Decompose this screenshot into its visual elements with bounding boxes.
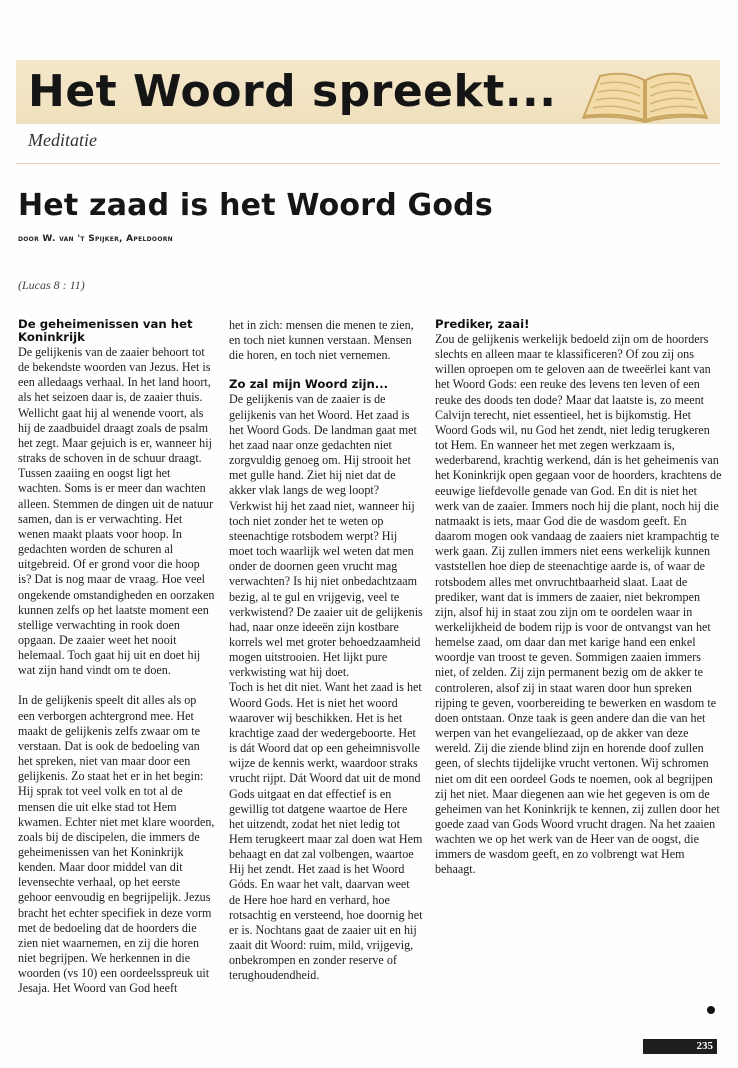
scripture-reference: (Lucas 8 : 11) <box>18 278 85 292</box>
paragraph: Zou de gelijkenis werkelijk bedoeld zijn om de hoorders slechts en alleen maar te klassificeren? Of zou zij ons willen oproepen om te geloven aan de tweeërlei kant van het Woord Gods: een reuke des levens ten leven of een reuke des doods ten dode? Maar dat laatste is, zo meent Calvijn terecht, niet essentieel, het is bijkomstig. Het Woord Gods wil, nu God het zendt, niet ledig terugkeren tot Hem. En wanneer het met zegen werkzaam is, wederbarend, krachtig werkend, dán is het geheimenis van het Koninkrijk open gegaan voor de hoorders, krachtens de eeuwige liefdevolle genade van God. En dit is niet het werk van de zaaier. Immers noch hij die plant, noch hij die natmaakt is iets, maar God die de wasdom geeft. En daarom mogen ook vandaag de zaaiers niet krampachtig te werk gaan. Zij zullen immers niet eens werkelijk kunnen vaststellen hoe diep de steenachtige aarde is, of waar de rotsbodem alles met onvruchtbaarheid slaat. Laat de prediker, want dat is immers de zaaier, niet bekrompen zijn, alsof hij in staat zou zijn om te oordelen waar in werkelijkheid de bodem rijp is voor de ontvangst van het hemelse zaad, om daar dan met karige hand een enkel woordje van troost te geven. Sommigen zaaien immers niet, of zelden. Zij zijn permanent bezig om de akker te controleren, alsof zij in staat waren door hun spreken rijping te geven, voorbereiding te bewerken en wasdom te doen ontstaan. Onze taak is geen andere dan die van het werpen van het evangeliezaad, op de akker van deze wereld. Zij die ziende blind zijn en horende doof zullen geen, of slechts tijdelijke vrucht vertonen. Wij schromen niet om dit een oordeel Gods te noemen, ook al begrijpen zij het niet. Maar diegenen aan wie het gegeven is om de geheimen van het Koninkrijk te kennen, zij zullen door het goede zaad van Gods Woord vrucht dragen. Na het zaaien wachten we op het werk van de Heer van de oogst, die immers de wasdom geeft, en zo volbrengt wat Hem behaagt. <box>435 332 722 877</box>
article-title: Het zaad is het Woord Gods <box>18 188 493 223</box>
paragraph: De gelijkenis van de zaaier behoort tot de bekendste woorden van Jezus. Het is een alledaags verhaal. In het land hoort, als het seizoen daar is, de zaaier thuis. Wellicht gaat hij al wenende voort, als hij de zaadbuidel draagt zoals de psalm het zegt. Maar gejuich is er, wanneer hij straks de schoven in de schuur draagt. Tussen zaaiing en oogst ligt het wachten. Soms is er meer dan wachten alleen. Stemmen de dingen uit de natuur samen, dan is er verwachting. Het wenen maakt plaats voor hoop. In gedachten worden de schuren al uitgebreid. Of er grond voor die hoop is? Dat is nog maar de vraag. Hoe veel ongekende omstandigheden en oorzaken kunnen zelfs op het laatste moment een stellige verwachting in rook doen opgaan. De zaaier weet het nooit helemaal. Toch gaat hij uit en doet hij wat zijn hand vindt om te doen. <box>18 345 215 678</box>
paragraph: De gelijkenis van de zaaier is de gelijkenis van het Woord. Het zaad is het Woord Gods. De landman gaat met het zaad naar onze gedachten niet zorgvuldig genoeg om. Hij strooit het met gulle hand. Ziet hij niet dat de akker vlak langs de weg loopt? Verkwist hij het zaad niet, wanneer hij toch niet zonder het te weten op steenachtige rotsbodem werpt? Hij moet toch waarlijk wel weten dat men onder de doornen geen vrucht mag verwachten? Is hij niet onbedachtzaam bezig, al te gul en vrijgevig, veel te verkwistend? De zaaier uit de gelijkenis had, naar onze ideeën zijn kostbare korrels wel met groter behoedzaamheid mogen uitstrooien. Het lijkt pure verkwisting wat hij doet. <box>229 392 423 680</box>
section-heading: De geheimenissen van het Koninkrijk <box>18 317 193 344</box>
paragraph: In de gelijkenis speelt dit alles als op een verborgen achtergrond mee. Het maakt de gelijkenis zelfs zwaar om te verstaan. Dat is ook de bedoeling van het spreken, niet van maar door een gelijkenis. Zo staat het er in het begin: Hij sprak tot veel volk en tot al de mensen die uit elke stad tot Hem kwamen. Echter niet met klare woorden, zoals bij de discipelen, die immers de geheimenissen van het Koninkrijk kenden. Maar door middel van dit levensechte verhaal, op het eerste gehoor eenvoudig en begrijpelijk. Jezus bracht het echter specifiek in deze vorm met de bedoeling dat de hoorders die zien niet waarnemen, en zij die horen niet begrijpen. We herkennen in die woorden (vs 10) een oordeelsspreuk uit Jesaja. Het Woord van God heeft <box>18 693 215 996</box>
header-divider <box>16 163 720 164</box>
open-book-icon <box>580 66 710 124</box>
column-3 <box>435 318 723 878</box>
paragraph: Toch is het dit niet. Want het zaad is het Woord Gods. Het is niet het woord waarover wij beschikken. Het is het krachtige zaad der wedergeboorte. Het is dát Woord dat op een geheimnisvolle wijze de kennis werkt, waardoor straks vrucht rijpt. Dát Woord dat uit de mond Gods uitgaat en dat effectief is en gewillig tot datgene waartoe de Here het uitzendt, zodat het niet ledig tot Hem terugkeert maar zal doen wat Hem behaagt en dat zal volbengen, waartoe Hij het zendt. Het zaad is het Woord Góds. En waar het valt, daarvan weet de Here hoe hard en verhard, hoe rotsachtig en versteend, hoe doornig het er is. Nochtans gaat de zaaier uit en hij zaait dit Woord: ruim, mild, vrijgevig, onbekrompen en zonder reserve of terughoudendheid. <box>229 680 423 983</box>
section-heading: Zo zal mijn Woord zijn... <box>229 377 389 392</box>
section-subtitle: Meditatie <box>28 130 97 150</box>
column-2 <box>229 318 423 984</box>
page-number: 235 <box>643 1039 717 1054</box>
end-bullet <box>707 1006 715 1014</box>
section-heading: Prediker, zaai! <box>435 317 530 331</box>
byline: door W. van 't Spijker, Apeldoorn <box>18 234 173 244</box>
paragraph: het in zich: mensen die menen te zien, en toch niet kunnen verstaan. Mensen die horen, en toch niet vernemen. <box>229 318 414 363</box>
column-1 <box>18 318 216 997</box>
header-title: Het Woord spreekt... <box>28 66 557 117</box>
